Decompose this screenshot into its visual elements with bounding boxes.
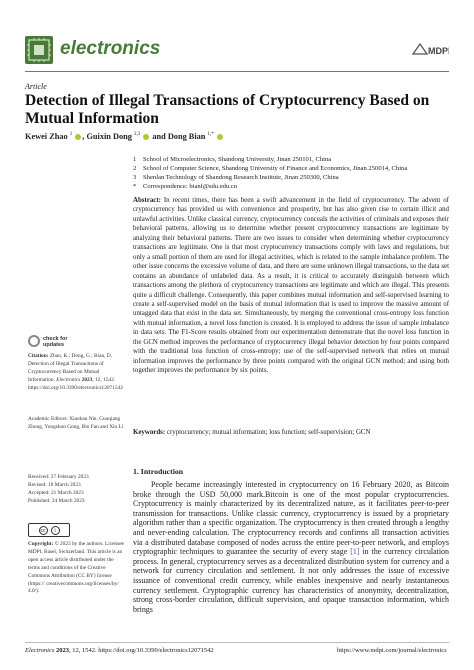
- footer-citation: Electronics 2023, 12, 1542. https://doi.org/10.3390/electronics12071542: [25, 647, 214, 654]
- cc-by-icon[interactable]: cc i: [28, 523, 70, 537]
- keywords-label: Keywords:: [133, 429, 166, 436]
- publication-dates: [28, 474, 126, 506]
- academic-editors: Academic Editors: Xiaohan Nie, Guoqiang Zhong, Yongshun Gong, Bin Fan and Xin Li: [28, 416, 124, 430]
- reference-link[interactable]: [1]: [350, 547, 360, 557]
- author-list: Kewei Zhao $^1$ , Guixin Dong $^{2,3}$ and Dong Bian $^{1,*}$: [25, 132, 224, 141]
- footer-divider: [25, 642, 449, 643]
- revised-date: Revised: 18 March 2023: [28, 481, 81, 488]
- header-divider: [25, 71, 449, 72]
- orcid-icon[interactable]: [217, 134, 223, 140]
- author-affiliation-ref: 2,3: [133, 132, 141, 138]
- author-name[interactable]: Kewei Zhao: [25, 132, 68, 141]
- affiliation-item: 1 School of Microelectronics, Shandong University, Jinan 250101, China: [133, 156, 332, 163]
- author-conjunction: and: [152, 132, 168, 141]
- abstract-text: In recent times, there has been a swift advancement in the field of cryptocurrency. The advent of cryptocurrency has provided us with convenience and prosperity, but has also given rise to certain illicit and unlawful activities. Unlike classical currency, cryptocurrency conceals the activities of criminals and exposes their behavioral patterns, allowing us to determine whether present cryptocurrency transactions are legitimate by analyzing their behavioral patterns. There are two issues to consider when determining whether cryptocurrency transactions are legitimate. One is that most cryptocurrency transactions comply with laws and regulations, but only a small portion of them are used for illegal activities, which is related to the sample imbalance problem. The other issue concerns the excessive volume of data, and there are some unknown illegal transactions, so the data set contains an abundance of unlabeled data. As a result, it is critical to accurately distinguish between which transactions among the plethora of cryptocurrency transactions are legitimate and which are illegal. This presents quite a difficult challenge. Consequently, this paper combines mutual information and self-supervised learning to create a self-supervised model on the basis of mutual information that is used to improve the massive amount of untagged data that exist in the data set. Simultaneously, by merging the conventional cross-entropy loss function with mutual information, a novel loss function is created. It is employed to address the issue of sample imbalance in data sets. The F1-Score results obtained from our experimentation demonstrate that the novel loss function in the GCN method improves the performance of cryptocurrency illegal behavior detection by four points compared with the traditional loss function of cross-entropy; use of the self-supervised network that relies on mutual information improves the performance by three points compared with the original GCN method; and using both together improves the performance by six points.: [133, 197, 449, 375]
- article-type: Article: [25, 82, 47, 91]
- article-title: Detection of Illegal Transactions of Cryptocurrency Based on Mutual Information: [25, 92, 430, 127]
- orcid-icon[interactable]: [75, 134, 81, 140]
- check-for-updates-icon[interactable]: [28, 335, 40, 347]
- citation-block: Citation: Zhao, K.; Dong, G.; Bian, D. Detection of Illegal Transactions of Cryptocurrency Based on Mutual Information. Electronics 2023, 12, 1542. https://doi.org/10.3390/electronics12071542: [28, 353, 123, 391]
- received-date: Received: 27 February 2023: [28, 474, 89, 480]
- accepted-date: Accepted: 21 March 2023: [28, 489, 84, 496]
- svg-text:MDPI: MDPI: [428, 46, 449, 56]
- intro-paragraph: People became increasingly interested in cryptocurrency on 16 February 2020, as Bitcoin broke through the USD 50,000 mark.Bitcoin is one of the most popular cryptocurrencies. Cryptocurrency is mainly characterized by its decentralized nature, as it facilitates peer-to-peer transmission for transactions. Unlike classic currency, cryptocurrency is issued by a proprietary algorithm rather than a specific organization. The cryptocurrency is then created through a lengthy and never-ending calculation. The cryptocurrency records and confirms all transaction activities via a distributed database composed of nodes across the entire peer-to-peer network, and employs cryptographic techniques to guarantee the security of every stage [1] in the currency circulation process. In general, cryptocurrency serves as a decentralized distribution system for currency and a network for currency circulation and settlement. It not only addresses the issue of excessive issuance of conventional credit currency, while enables inexpensive and nearly instantaneous currency settlement. Cryptographic currency has characteristics of anonymity, decentralization, strong cross-border circulation, difficult supervision, and opaque transaction information, which brings: [133, 480, 449, 614]
- orcid-icon[interactable]: [143, 134, 149, 140]
- journal-logo-icon: [25, 36, 53, 64]
- keywords: [133, 428, 449, 437]
- abstract: [133, 196, 449, 376]
- affiliation-item: 2 School of Computer Science, Shandong University of Finance and Economics, Jinan 250014, China: [133, 165, 408, 172]
- footer-journal-url[interactable]: https://www.mdpi.com/journal/electronics: [337, 647, 447, 654]
- journal-name: electronics: [60, 38, 161, 59]
- copyright-block: Copyright: © 2023 by the authors. Licensee MDPI, Basel, Switzerland. This article is an open access article distributed under the terms and conditions of the Creative Commons Attribution (CC BY) license (https:// creativecommons.org/licenses/by/ 4.0/).: [28, 541, 124, 595]
- section-heading: 1. Introduction: [133, 467, 184, 476]
- keywords-text: cryptocurrency; mutual information; loss function; self-supervision; GCN: [166, 429, 371, 436]
- author-name[interactable]: Dong Bian: [167, 132, 206, 141]
- author-affiliation-ref: 1: [69, 132, 73, 138]
- abstract-label: Abstract:: [133, 197, 161, 204]
- author-name[interactable]: Guixin Dong: [86, 132, 132, 141]
- affiliation-item: 3 Shenlan Technology of Shandong Research Institute, Jinan 250300, China: [133, 174, 339, 181]
- mdpi-logo-icon: [411, 41, 449, 59]
- correspondence: * Correspondence: bianf@sdu.edu.cn: [133, 183, 238, 190]
- published-date: Published: 24 March 2023: [28, 497, 85, 504]
- author-affiliation-ref: 1,*: [207, 132, 214, 138]
- check-for-updates-label[interactable]: check for updates: [43, 336, 68, 348]
